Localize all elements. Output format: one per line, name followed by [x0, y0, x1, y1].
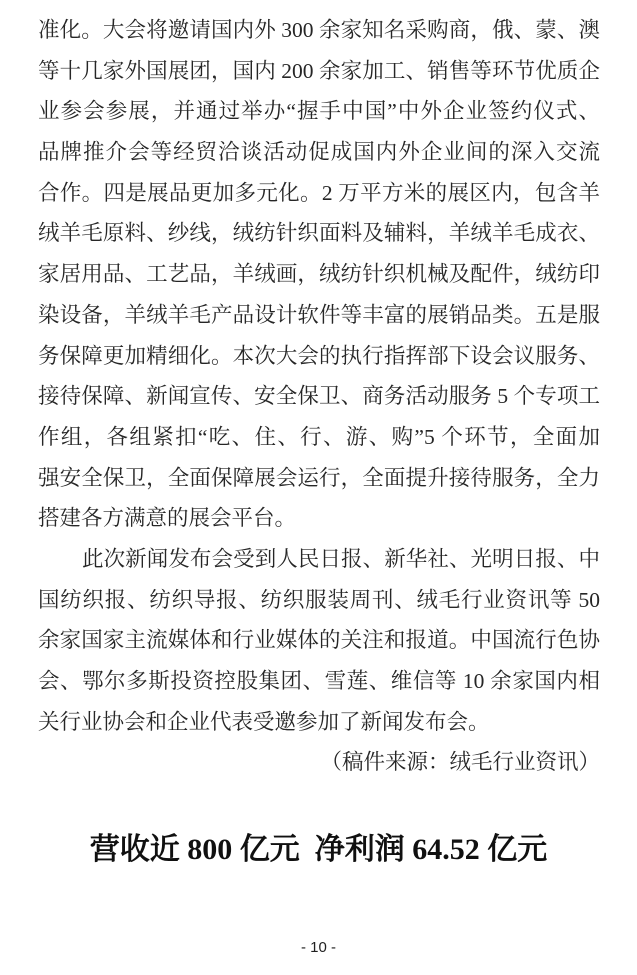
body-line: （稿件来源：绒毛行业资讯） [320, 750, 600, 775]
body-line: 等十几家外国展团，国内 200 余家加工、销售等环节优质企 [38, 58, 600, 83]
body-line: 家居用品、工艺品，羊绒画，绒纺针织机械及配件，绒纺印 [38, 262, 600, 287]
body-line: 关行业协会和企业代表受邀参加了新闻发布会。 [38, 709, 490, 734]
body-line: 余家国家主流媒体和行业媒体的关注和报道。中国流行色协 [38, 628, 600, 653]
body-line: 务保障更加精细化。本次大会的执行指挥部下设会议服务、 [38, 343, 600, 368]
body-line: 绒羊毛原料、纱线，绒纺针织面料及辅料，羊绒羊毛成衣、 [38, 221, 600, 246]
body-line: 作组，各组紧扣“吃、住、行、游、购”5 个环节，全面加 [38, 424, 600, 449]
body-line: 业参会参展，并通过举办“握手中国”中外企业签约仪式、 [38, 99, 600, 124]
section-heading: 营收近 800 亿元 净利润 64.52 亿元 [89, 833, 548, 866]
body-line: 合作。四是展品更加多元化。2 万平方米的展区内，包含羊 [38, 180, 600, 205]
body-line: 此次新闻发布会受到人民日报、新华社、光明日报、中 [82, 546, 600, 571]
body-line: 搭建各方满意的展会平台。 [38, 506, 297, 531]
body-text [38, 10, 600, 783]
body-line: 接待保障、新闻宣传、安全保卫、商务活动服务 5 个专项工 [38, 384, 600, 409]
body-line: 强安全保卫，全面保障展会运行，全面提升接待服务，全力 [38, 465, 600, 490]
body-line: 染设备，羊绒羊毛产品设计软件等丰富的展销品类。五是服 [38, 302, 600, 327]
body-line: 国纺织报、纺织导报、纺织服装周刊、绒毛行业资讯等 50 [38, 587, 600, 612]
body-line: 准化。大会将邀请国内外 300 余家知名采购商，俄、蒙、澳 [38, 18, 600, 42]
body-line: 会、鄂尔多斯投资控股集团、雪莲、维信等 10 余家国内相 [38, 669, 600, 693]
body-line: 品牌推介会等经贸洽谈活动促成国内外企业间的深入交流 [38, 140, 600, 165]
page-number: - 10 - [300, 939, 336, 956]
